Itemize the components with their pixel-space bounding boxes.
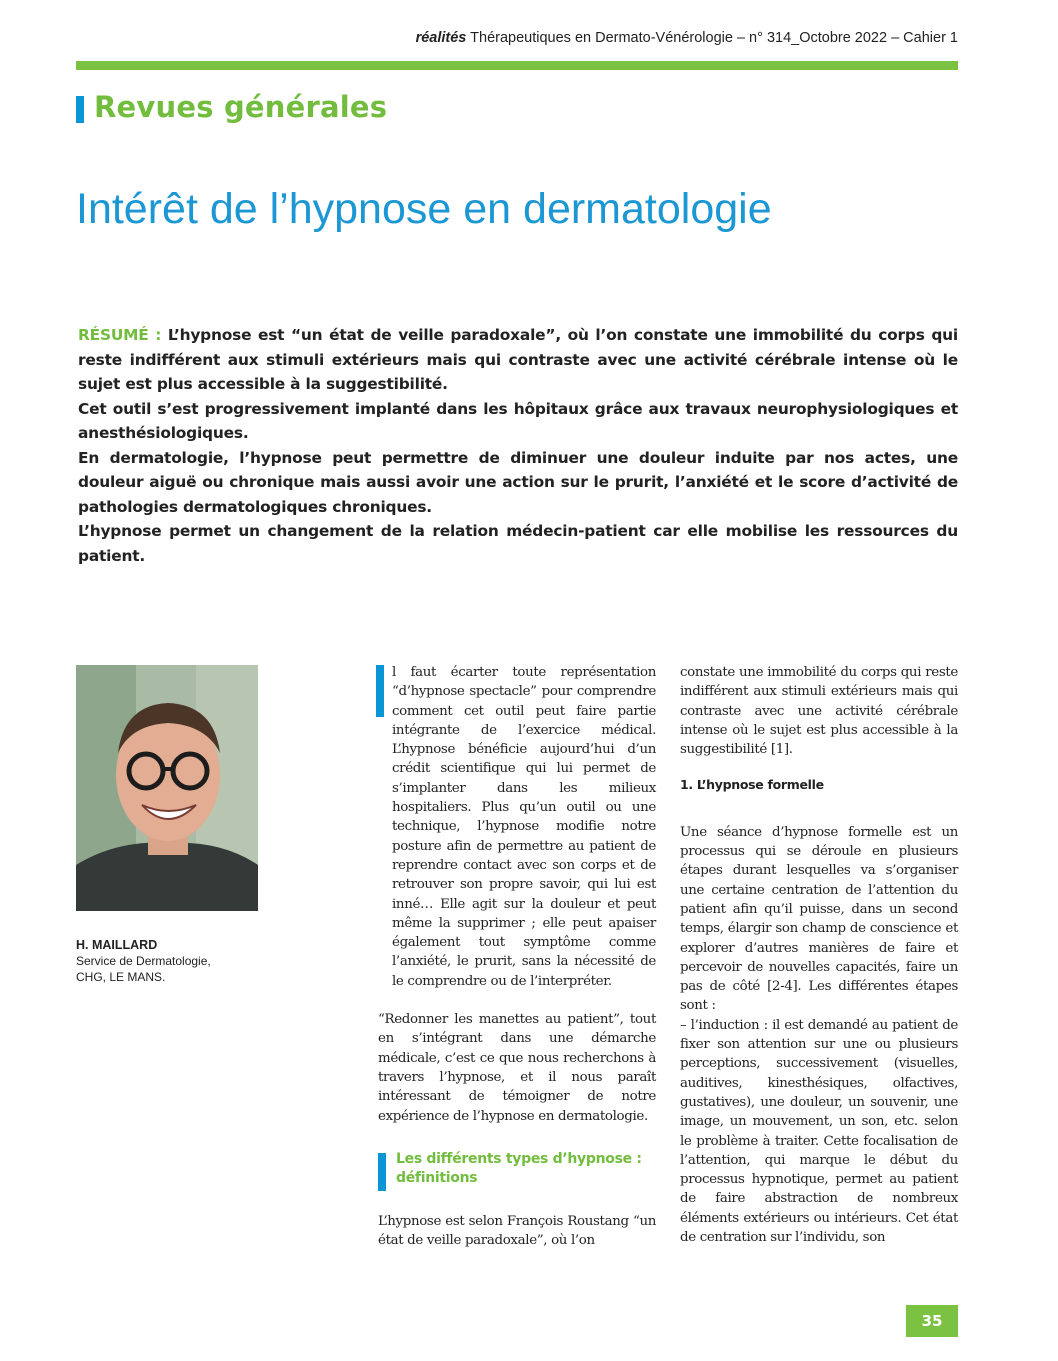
abstract (78, 323, 958, 568)
author-name: H. MAILLARD (76, 938, 158, 952)
author-portrait-illustration (76, 665, 258, 911)
page-number: 35 (906, 1305, 958, 1337)
issue-info: Thérapeutiques en Dermato-Vénérologie – n° 314_Octobre 2022 – Cahier 1 (470, 30, 958, 46)
journal-name: réalités (415, 30, 467, 46)
abstract-label: RÉSUMÉ : (78, 326, 162, 344)
section-marker (76, 96, 84, 123)
author-affiliation: Service de Dermatologie, (76, 954, 211, 968)
author-block (76, 937, 211, 985)
author-affiliation: CHG, LE MANS. (76, 970, 166, 984)
header-rule (76, 61, 958, 70)
abstract-paragraph: Cet outil s’est progressivement implanté dans les hôpitaux grâce aux travaux neurophysiologiques et anesthésiologiques. (78, 399, 958, 442)
subheading-block (378, 1150, 656, 1188)
article-title: Intérêt de l’hypnose en dermatologie (76, 185, 772, 233)
body-column-1 (378, 663, 656, 1250)
abstract-paragraph: L’hypnose permet un changement de la relation médecin-patient car elle mobilise les ressources du patient. (78, 522, 958, 565)
author-photo (76, 665, 258, 911)
body-paragraph: l faut écarter toute représentation “d’hypnose spectacle” pour comprendre comment cet outil peut faire partie intégrante de l’exercice médical. L’hypnose bénéficie aujourd’hui d’un crédit scientifique qui lui permet de s’implanter dans les milieux hospitaliers. Plus qu’un outil ou une technique, l’hypnose modifie notre posture afin de permettre au patient de reprendre contact avec son corps et de retrouver son propre savoir, qui lui est inné… Elle agit sur la douleur et peut même la supprimer ; elle peut apaiser également tout symptôme comme l’anxiété, le prurit, sans la nécessité de le comprendre ou de l’interpréter. (392, 665, 656, 989)
abstract-paragraph: En dermatologie, l’hypnose peut permettre de diminuer une douleur induite par nos actes, une douleur aiguë ou chronique mais aussi avoir une action sur le prurit, l’anxiété et le score d’activité de pathologies dermatologiques chroniques. (78, 448, 958, 516)
body-paragraph: constate une immobilité du corps qui reste indifférent aux stimuli extérieurs mais qui contraste avec une activité cérébrale intense où le sujet est plus accessible à la suggestibilité [1]. (680, 665, 958, 758)
section-title: Revues générales (94, 90, 388, 124)
subheading-bar (378, 1153, 386, 1191)
body-paragraph: “Redonner les manettes au patient”, tout en s’intégrant dans une démarche médicale, c’est ce que nous recherchons à travers l’hypnose, et il nous paraît intéressant de témoigner de notre expérience de l’hypnose en dermatologie. (378, 1012, 656, 1124)
sub-subheading: 1. L’hypnose formelle (680, 777, 824, 793)
body-paragraph: – l’induction : il est demandé au patient de fixer son attention sur une ou plusieurs perceptions, successivement (visuelles, auditives, kinesthésiques, olfactives, gustatives), une douleur, un souvenir, une image, un mouvement, un son, etc. selon le problème à traiter. Cette focalisation de l’attention, qui marque le début du processus hypnotique, permet au patient de faire abstraction de nombreux éléments extérieurs ou intérieurs. Cet état de centration sur l’individu, son (680, 1017, 958, 1246)
body-column-2 (680, 663, 958, 1247)
subheading: Les différents types d’hypnose : définitions (396, 1150, 642, 1186)
running-header (416, 30, 958, 46)
body-paragraph: L’hypnose est selon François Roustang “un état de veille paradoxale”, où l’on (378, 1213, 656, 1249)
abstract-paragraph: L’hypnose est “un état de veille paradoxale”, où l’on constate une immobilité du corps qui reste indifférent aux stimuli extérieurs mais qui contraste avec une activité cérébrale intense où le sujet est plus accessible à la suggestibilité. (78, 326, 958, 393)
body-paragraph: Une séance d’hypnose formelle est un processus qui se déroule en plusieurs étapes durant lesquelles va s’organiser une certaine centration de l’attention du patient afin qu’il puisse, dans un second temps, élargir son champ de conscience et explorer d’autres manières de faire et percevoir de nouvelles capacités, faire un pas de côté [2-4]. Les différentes étapes sont : (680, 824, 958, 1014)
